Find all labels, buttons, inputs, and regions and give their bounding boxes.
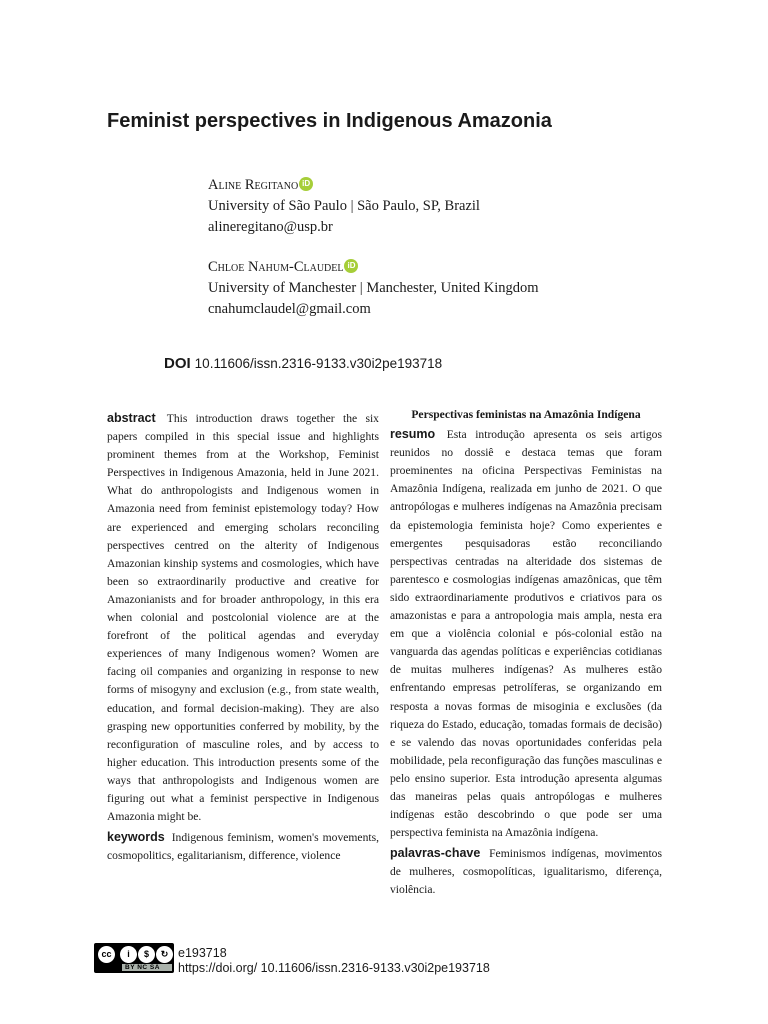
resumo-title: Perspectivas feministas na Amazônia Indígena — [411, 408, 641, 421]
author-name: Chloe Nahum-Claudel — [208, 259, 344, 275]
palavras-chave-text: Feminismos indígenas, movimentos de mulheres, cosmopolíticas, igualitarismo, diferença, violência. — [390, 847, 662, 897]
abstract-label: abstract — [107, 411, 156, 425]
doi-value[interactable]: 10.11606/issn.2316-9133.v30i2pe193718 — [194, 356, 443, 371]
doi-label: DOI — [164, 355, 191, 372]
resumo-text: Esta introdução apresenta os seis artigos reunidos no dossiê e destaca temas que foram proeminentes na oficina Perspectivas Feministas na Amazônia Indígena, realizada em junho de 2021. O que antropólogas e mulheres indígenas na Amazônia precisam da epistemologia feminista hoje? Como experientes e emergentes pesquisadoras estão reconciliando perspectivas centradas na alteridade dos sistemas de parentesco e cosmologias indígenas amazônicas, que têm sido extraordinariamente produtivos e criativos para os amazonistas e para a antropologia mais ampla, nesta era em que a violência colonial e pós-colonial estão na vanguarda das agendas políticas e experiências cotidianas de muitas mulheres indígenas? As mulheres estão enfrentando empresas petrolíferas, se organizando em resposta a novas formas de misoginia e exclusões (da riqueza do Estado, educação, tomadas formais de decisão) e se valendo das novas oportunidades conferidas pela mobilidade, pela reconfiguração das funções masculinas e pelo ensino superior. Esta introdução apresenta algumas das maneiras pelas quais antropólogas e mulheres indígenas estão descobrindo o que pode ser uma perspectiva feminista na Amazônia indígena. — [390, 428, 662, 840]
author-2 — [208, 257, 539, 320]
author-affiliation: University of São Paulo | São Paulo, SP, Brazil — [208, 198, 480, 214]
author-1 — [208, 175, 480, 238]
resumo-paragraph — [390, 425, 662, 842]
keywords-text: Indigenous feminism, women's movements, cosmopolitics, egalitarianism, difference, violence — [107, 831, 379, 863]
orcid-icon[interactable]: iD — [344, 259, 358, 273]
keywords-label: keywords — [107, 830, 165, 845]
by-icon: i — [120, 946, 137, 963]
doi-url[interactable]: https://doi.org/ 10.11606/issn.2316-9133.v30i2pe193718 — [178, 961, 490, 975]
article-title: Feminist perspectives in Indigenous Amazonia — [107, 110, 552, 132]
abstract-paragraph — [107, 409, 379, 826]
author-email[interactable]: alineregitano@usp.br — [208, 219, 333, 235]
resumo-label: resumo — [390, 427, 436, 442]
palavras-chave-paragraph — [390, 844, 662, 899]
abstract-text: This introduction draws together the six papers compiled in this special issue and highlights prominent themes from at the Workshop, Feminist Perspectives in Indigenous Amazonia, held in June 2021. What do anthropologists and Indigenous women in Amazonia need from feminist epistemology today? How are experienced and emerging scholars reconciling perspectives centred on the alterity of Indigenous Amazonian kinship systems and cosmologies, which have been so extraordinarily productive and creative for Amazonianists and for broader anthropology, in this era when colonial and postcolonial violence are at the forefront of the political agendas and everyday experiences of many Indigenous women? Women are facing oil companies and organizing in response to new forms of misogyny and exclusion (e.g., from state wealth, education, and formal decision-making). They are also grasping new opportunities conferred by mobility, by the reconfiguration of masculine roles, and by access to higher education. This introduction presents some of the ways that anthropologists and Indigenous women are figuring out what a feminist perspective in Indigenous Amazonia might be. — [107, 412, 379, 824]
keywords-paragraph — [107, 828, 379, 865]
orcid-icon[interactable]: iD — [299, 177, 313, 191]
resumo-column — [390, 406, 662, 900]
author-name: Aline Regitano — [208, 177, 299, 193]
abstract-column — [107, 409, 379, 865]
nc-icon: $ — [138, 946, 155, 963]
article-id: e193718 — [178, 946, 227, 960]
license-labels: BY NC SA — [122, 964, 172, 971]
footer-text — [178, 946, 490, 976]
author-affiliation: University of Manchester | Manchester, United Kingdom — [208, 280, 539, 296]
doi-line — [164, 355, 442, 372]
palavras-chave-label: palavras-chave — [390, 846, 481, 861]
sa-icon: ↻ — [156, 946, 173, 963]
cc-by-nc-sa-icon[interactable] — [94, 943, 174, 973]
cc-icon: cc — [98, 946, 115, 963]
author-email[interactable]: cnahumclaudel@gmail.com — [208, 301, 371, 317]
